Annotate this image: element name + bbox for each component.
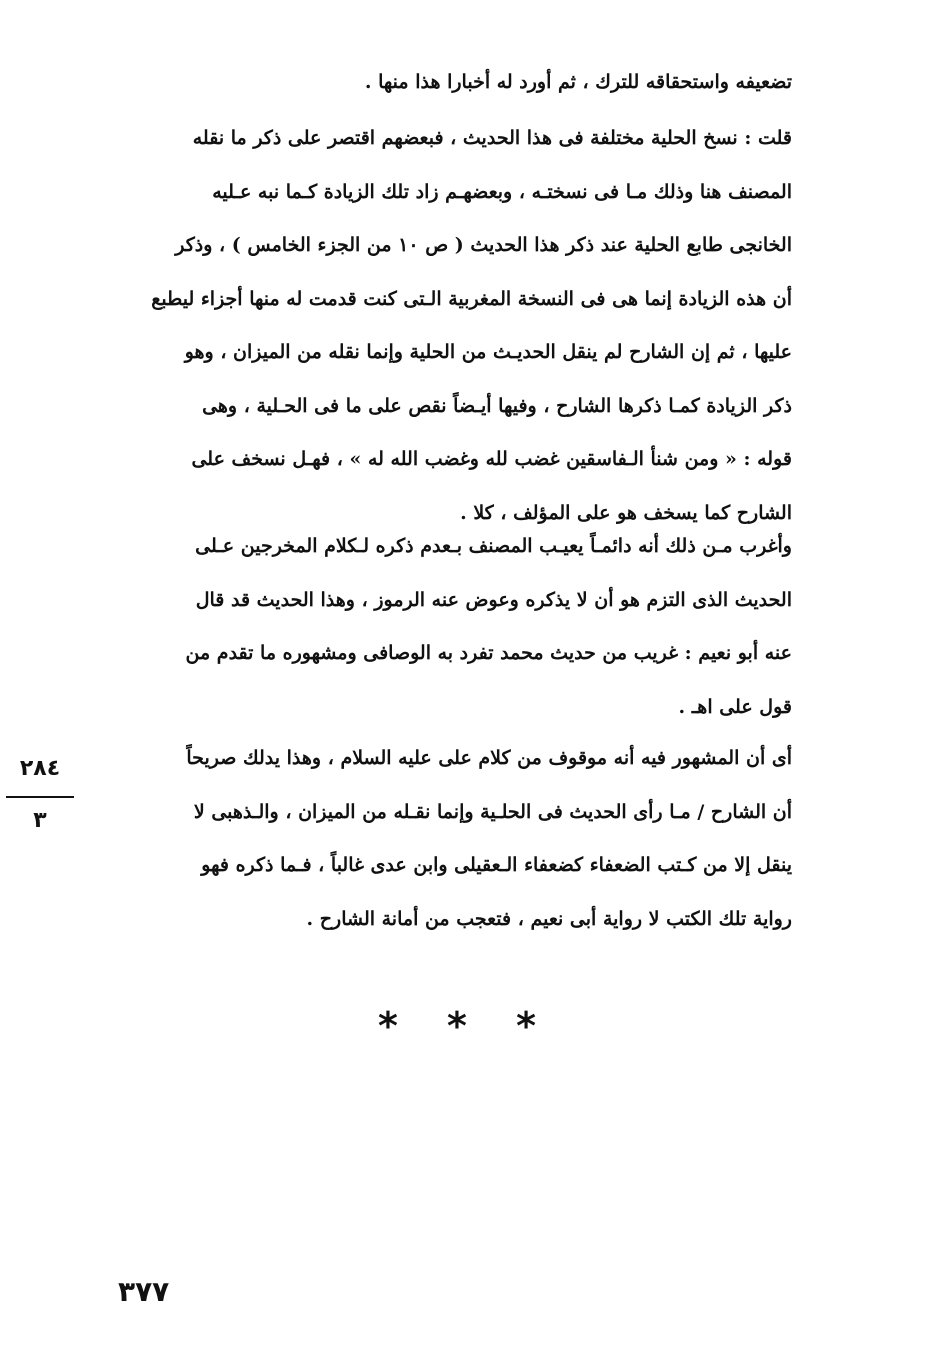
text-line: أى أن المشهور فيه أنه موقوف من كلام على عليه السلام ، وهذا يدلك صريحاً bbox=[186, 747, 792, 769]
text-line: قول على اهـ . bbox=[678, 695, 792, 718]
section-separator: * * * bbox=[377, 1004, 555, 1048]
text-line: أن الشارح / مـا رأى الحديث فى الحلـية وإنما نقـله من الميزان ، والـذهبى لا bbox=[193, 800, 792, 823]
paragraph-continuation bbox=[82, 56, 792, 110]
margin-reference-volume: ٣ bbox=[33, 808, 47, 833]
paragraph-ay bbox=[82, 732, 792, 946]
text-line: رواية تلك الكتب لا رواية أبى نعيم ، فتعجب من أمانة الشارح . bbox=[306, 907, 792, 930]
margin-reference-page: ٢٨٤ bbox=[19, 756, 61, 781]
paragraph-aghrab bbox=[82, 520, 792, 734]
text-line: عليها ، ثم إن الشارح لم ينقل الحديـث من الحلية وإنما نقله من الميزان ، وهو bbox=[184, 341, 792, 363]
text-line: تضعيفه واستحقاقه للترك ، ثم أورد له أخبارا هذا منها . bbox=[364, 71, 792, 93]
text-line: ذكر الزيادة كمـا ذكرها الشارح ، وفيها أيـضاً نقص على ما فى الحـلية ، وهى bbox=[202, 394, 792, 417]
text-line: المصنف هنا وذلك مـا فى نسختـه ، وبعضهـم زاد تلك الزيادة كـما نبه عـليه bbox=[212, 180, 792, 203]
text-line: قلت : نسخ الحلية مختلفة فى هذا الحديث ، فبعضهم اقتصر على ذكر ما نقله bbox=[192, 127, 792, 149]
margin-reference-divider bbox=[6, 796, 74, 798]
text-line: الشارح كما يسخف هو على المؤلف ، كلا . bbox=[460, 501, 792, 524]
paragraph-qult bbox=[82, 112, 792, 540]
page-number: ٣٧٧ bbox=[118, 1275, 170, 1308]
text-line: عنه أبو نعيم : غريب من حديث محمد تفرد به الوصافى ومشهوره ما تقدم من bbox=[185, 642, 792, 664]
margin-reference bbox=[6, 752, 74, 838]
text-line: ينقل إلا من كـتب الضعفاء كضعفاء الـعقيلى وابن عدى غالباً ، فـما ذكره فهو bbox=[201, 854, 792, 876]
text-line: الحديث الذى التزم هو أن لا يذكره وعوض عنه الرموز ، وهذا الحديث قد قال bbox=[195, 588, 792, 611]
text-line: وأغرب مـن ذلك أنه دائمـاً يعيـب المصنف بـعدم ذكره لـكلام المخرجين عـلى bbox=[195, 535, 792, 557]
text-line: أن هذه الزيادة إنما هى فى النسخة المغربية الـتى كنت قدمت له منها أجزاء ليطبع bbox=[151, 287, 792, 310]
text-line: قوله : « ومن شنأ الـفاسقين غضب لله وغضب الله له » ، فهـل نسخف على bbox=[191, 448, 792, 470]
text-line: الخانجى طابع الحلية عند ذكر هذا الحديث ( ص ١٠ من الجزء الخامس ) ، وذكر bbox=[175, 234, 792, 256]
